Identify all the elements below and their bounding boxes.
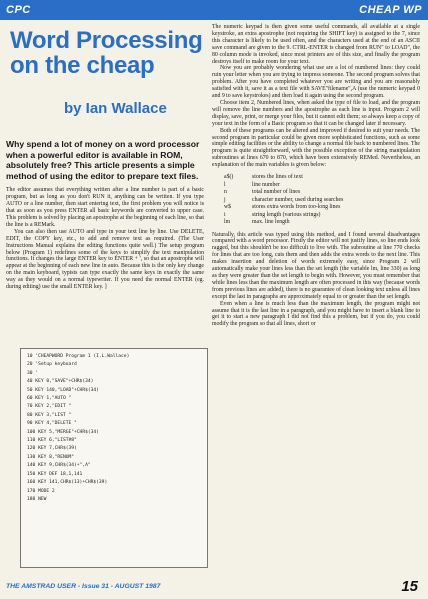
section-label: CPC [6, 4, 31, 16]
code-line: 100 KEY 5,"MERGE"+CHR$(34) [27, 429, 99, 435]
variable-row: a$() stores the lines of text [224, 174, 303, 181]
code-line: 150 KEY DEF 18,1,141 [27, 471, 83, 477]
title-line-2: on the cheap [10, 52, 155, 79]
left-column [6, 24, 204, 291]
page-number: 15 [401, 578, 418, 595]
code-line: 170 MODE 2 [27, 488, 55, 494]
right-column [212, 24, 420, 328]
title-line-1: Word Processing [10, 27, 203, 54]
variable-row: n total number of lines [224, 189, 301, 196]
article-topic-label: CHEAP WP [359, 4, 422, 16]
page-footer [0, 578, 428, 599]
code-line: 20 'Setup keyboard [27, 362, 77, 368]
code-line: 130 KEY 8,"RENUM" [27, 454, 75, 460]
body-paragraph: Now you are probably wondering what use are a lot of numbered lines: they could ruin your letter when you are trying to impress someone. The second program solves that problem. After you have completed whatever you are writing and you are reasonably satisfied with it, save it as a text file with SAVE"filename",A (use the numeric keypad 0 and 9 to save keystrokes) and then load it again using the second program. [212, 65, 420, 100]
byline: by Ian Wallace [64, 100, 167, 117]
code-line: 160 KEY 141,CHR$(13)+CHR$(39) [27, 480, 108, 486]
code-line: 120 KEY 7,CHR$(39) [27, 446, 77, 452]
intro-paragraph: Why spend a lot of money on a word processor when a powerful editor is available in ROM, absolutely free? This article presents a simple method of using the editor to prepare text files. [6, 139, 200, 181]
right-body-text-top [212, 24, 420, 169]
program-1-listing [20, 348, 208, 568]
code-line: 90 KEY 4,"DELETE " [27, 421, 77, 427]
body-paragraph: Both of these programs can be altered and improved if desired to suit your needs. The second program in particular could be given more sophisticated functions, such as some simple editing facilities or the ability to change a normal file back to numbered lines. The program is quite straightforward, with the possible exception of the string manipulation subroutines at lines 670 to 870, which have been extensively REMed. Nevertheless, an explanation of the main variables is given below: [212, 127, 420, 169]
body-paragraph: Naturally, this article was typed using this method, and I found several disadvantages compared with a word processor. Firstly the editor will not justify lines, so line ends look ragged, but this shouldn't be too difficult to live with. The subroutine at line 770 checks for lines that are too long, cuts them and then adds the extra words to the next line. This makes insertion and deletion of words extremely easy, since Program 2 will automatically make your lines less than the set length (the variable lm, line 330) as long as they were greater than the set length to begin with. However, you must remember that while lines less than the maximum length are often processed in this way (because words from previous lines are added), there is no guarantee of clean looking text unless all lines except the last in paragraphs are approximately equal to or greater than the set length. [212, 231, 420, 300]
section-header-bar [0, 0, 428, 20]
code-line: 110 KEY 6,"LIST#8" [27, 438, 77, 444]
body-paragraph: Even when a line is much less than the maximum length, the program might not assume that it is the last line in a paragraph, and you might have to insert a blank line to get it to start a new paragraph I did not find this a problem, but if you do, you could modify the program so that all lines, short or [212, 300, 420, 328]
magazine-issue-label: THE AMSTRAD USER - Issue 31 - AUGUST 1987 [6, 583, 161, 590]
code-line: 60 KEY 1,"AUTO " [27, 396, 72, 402]
body-paragraph: The editor assumes that everything written after a line number is part of a basic program, but as long as you don't RUN it, anything can be written. If you type AUTO or a line number, then start entering text, the first problem you will notice is that as soon as you press ENTER all basic keywords are converted to upper case. This problem is solved by placing an apostrophe at the beginning of each line, so that the line is a REMark. [6, 187, 205, 228]
code-line: 70 KEY 2,"EDIT " [27, 404, 72, 410]
code-line: 10 'CHEAPWORD Program 1 (I.L.Wallace) [27, 354, 130, 359]
code-line: 80 KEY 3,"LIST " [27, 412, 72, 418]
article-title [10, 28, 204, 78]
variable-list [224, 174, 420, 227]
right-body-text-bottom [212, 232, 420, 329]
body-paragraph: You can also then use AUTO and type in your text line by line. Use DELETE, EDIT, the COPY key, etc., to add and remove text as required. (The User Instructions Manual explains the editing functions quite well.) The setup program below (Program 1) redefines some of the keys to simplify the text manipulation functions. It changes the large ENTER key to ENTER + ', so that an apostrophe will appear at the beginning of each new line in auto. Because this is the only key change on the main keyboard, typists can type exactly the same keys in exactly the same way as they would on a normal typewriter. If you need the normal ENTER (eg. during editing) use the small ENTER key. ] [6, 228, 204, 291]
left-body-text [6, 187, 204, 291]
body-paragraph: Choose item 2, Numbered lines, when asked the type of file to load, and the program will remove the line numbers and the apostrophe as each line is input. Program 2 will display, save, print, or merge your files, but it cannot edit them; so always keep a copy of your text in the form of a Basic program so that it can be changed later if necessary. [212, 99, 420, 127]
variable-row: i string length (various strings) [224, 211, 321, 218]
variable-row: j character number, used during searches [224, 196, 344, 203]
code-line: 30 ' [27, 370, 39, 376]
code-line: 40 KEY 0,"SAVE"+CHR$(34) [27, 379, 94, 385]
body-paragraph: The numeric keypad is then given some useful commands, all available at a single keystroke, an extra apostrophe (not requiring the SHIFT key) is assigned to the 7, since this character is likely to be used often, and the characters used at the end of an ASCII save command are given to the 9. CTRL-ENTER is changed from RUN" to LOAD", the 80 column mode is invoked, since most printers are of this size, and finally the program destroys itself to make room for your text. [212, 24, 420, 65]
code-line: 50 KEY 140,"LOAD"+CHR$(34) [27, 387, 99, 393]
variable-row: w$ stores extra words from too-long lines [224, 204, 341, 211]
code-line: 140 KEY 9,CHR$(34)+",A" [27, 463, 91, 469]
variable-row: lm max. line length [224, 219, 290, 226]
code-line: 180 NEW [27, 496, 47, 502]
variable-row: l line number [224, 181, 280, 188]
